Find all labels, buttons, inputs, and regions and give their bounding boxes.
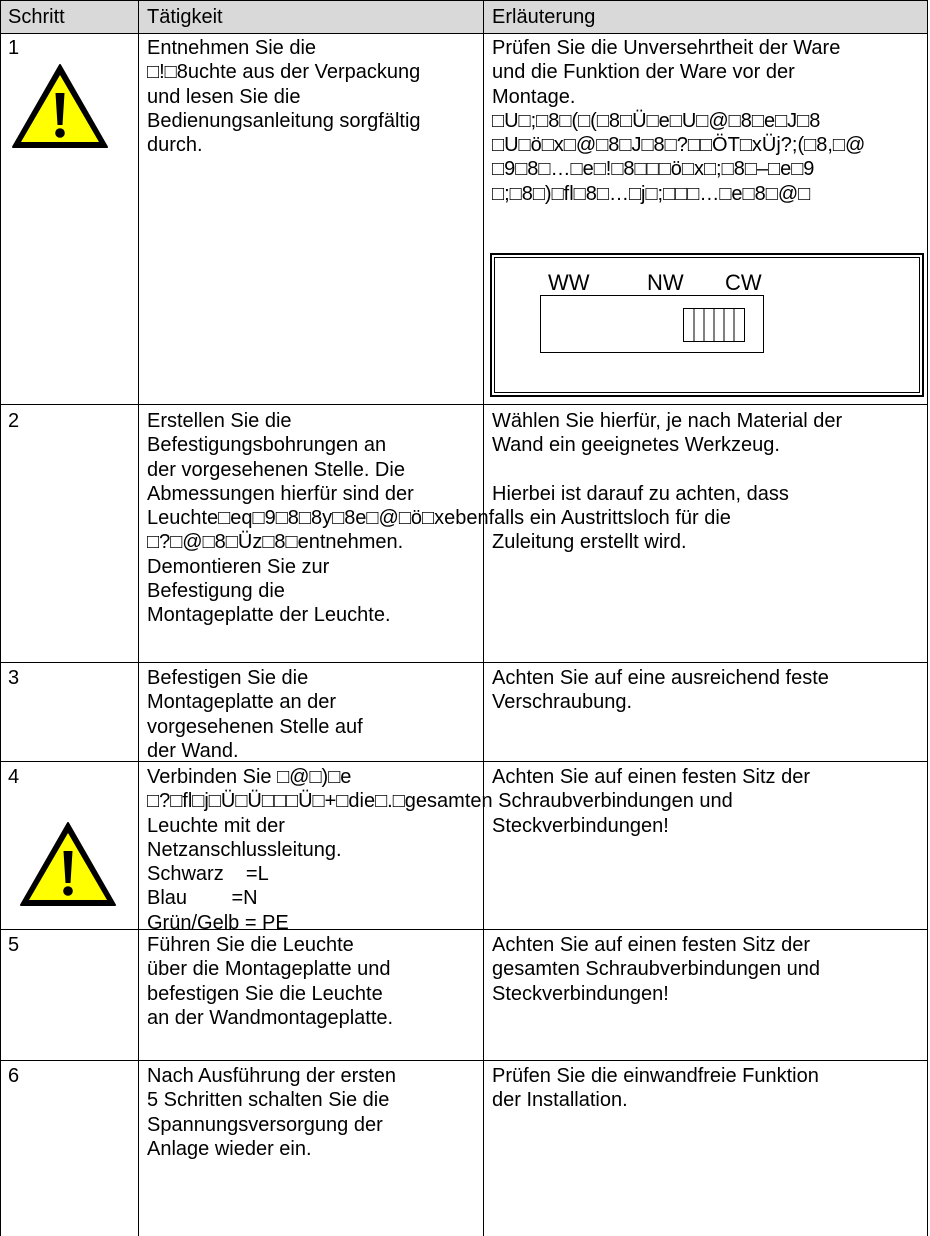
header-step [0, 0, 138, 33]
explanation-text: Achten Sie auf einen festen Sitz der Steckverbindungen! [492, 766, 810, 837]
explanation-text: Achten Sie auf einen festen Sitz der gesamten Schraubverbindungen und Steckverbindungen! [492, 934, 821, 1005]
switch-label-ww: WW [548, 270, 590, 295]
activity-text: Befestigen Sie die Montageplatte an der vorgesehenen Stelle auf der Wand. [147, 667, 363, 762]
switch-slider-cw [683, 308, 745, 342]
header-explanation-label: Erläuterung [492, 6, 596, 28]
switch-label-nw: NW [647, 270, 684, 295]
table-border [927, 0, 928, 1236]
table-border [0, 662, 928, 663]
header-activity [139, 0, 483, 33]
header-explanation [484, 0, 928, 33]
header-step-label: Schritt [8, 6, 65, 28]
activity-text: Verbinden Sie □@□)□e □?□fl□j□Ü□Ü□□□Ü□+□die□.□gesamten Schraubverbindungen und Leuchte mit der Netzanschlussleitung. Schwarz =L Blau =N Grün/Gelb = PE [147, 766, 733, 934]
step-number: 1 [8, 37, 20, 59]
header-activity-label: Tätigkeit [147, 6, 223, 28]
step-number: 6 [8, 1065, 20, 1087]
step-number: 3 [8, 667, 20, 689]
color-temperature-switch-diagram [490, 253, 924, 397]
warning-triangle-icon [18, 819, 118, 914]
step-number: 2 [8, 410, 20, 432]
explanation-text: Prüfen Sie die einwandfreie Funktion der Installation. [492, 1065, 819, 1112]
warning-triangle-icon [10, 61, 110, 156]
explanation-text: Achten Sie auf eine ausreichend feste Verschraubung. [492, 667, 829, 714]
explanation-text: Prüfen Sie die Unversehrtheit der Ware und die Funktion der Ware vor der Montage. □U□;□8□(□(□8□Ü□e□U□@□8□e□J□8 □U□ö□x□@□8□J□8□?□□ÖT□xÜj?;(□8,□@ □9□8□…□e□!□8□□□ö□x□;□8□–□e□9 □;□8□)□fl□8□…□j□;□□□…□e□8□@□ [492, 37, 866, 205]
switch-label-cw: CW [725, 270, 762, 295]
activity-text: Führen Sie die Leuchte über die Montageplatte und befestigen Sie die Leuchte an der Wandmontageplatte. [147, 934, 394, 1029]
table-border [0, 761, 928, 762]
table-border [0, 0, 1, 1236]
table-border [0, 0, 928, 1]
table-border [0, 33, 928, 34]
step-number: 5 [8, 934, 20, 956]
activity-text: Erstellen Sie die Befestigungsbohrungen an der vorgesehenen Stelle. Die Abmessungen hierfür sind der Leuchte□eq□9□8□8y□8e□@□ö□xebenfalls ein Austrittsloch für die □?□@□8□Üz□8□entnehmen. Demontieren Sie zur Befestigung die Montageplatte der Leuchte. [147, 410, 731, 627]
table-border [138, 0, 139, 1236]
activity-text: Entnehmen Sie die □!□8uchte aus der Verpackung und lesen Sie die Bedienungsanleitung sorgfältig durch. [147, 37, 421, 157]
explanation-text: Wählen Sie hierfür, je nach Material der Wand ein geeignetes Werkzeug. Hierbei ist darauf zu achten, dass Zuleitung erstellt wird. [492, 410, 843, 554]
table-border [0, 404, 928, 405]
switch-track [540, 295, 764, 353]
step-number: 4 [8, 766, 20, 788]
activity-text: Nach Ausführung der ersten 5 Schritten schalten Sie die Spannungsversorgung der Anlage wieder ein. [147, 1065, 397, 1160]
table-border [0, 1060, 928, 1061]
